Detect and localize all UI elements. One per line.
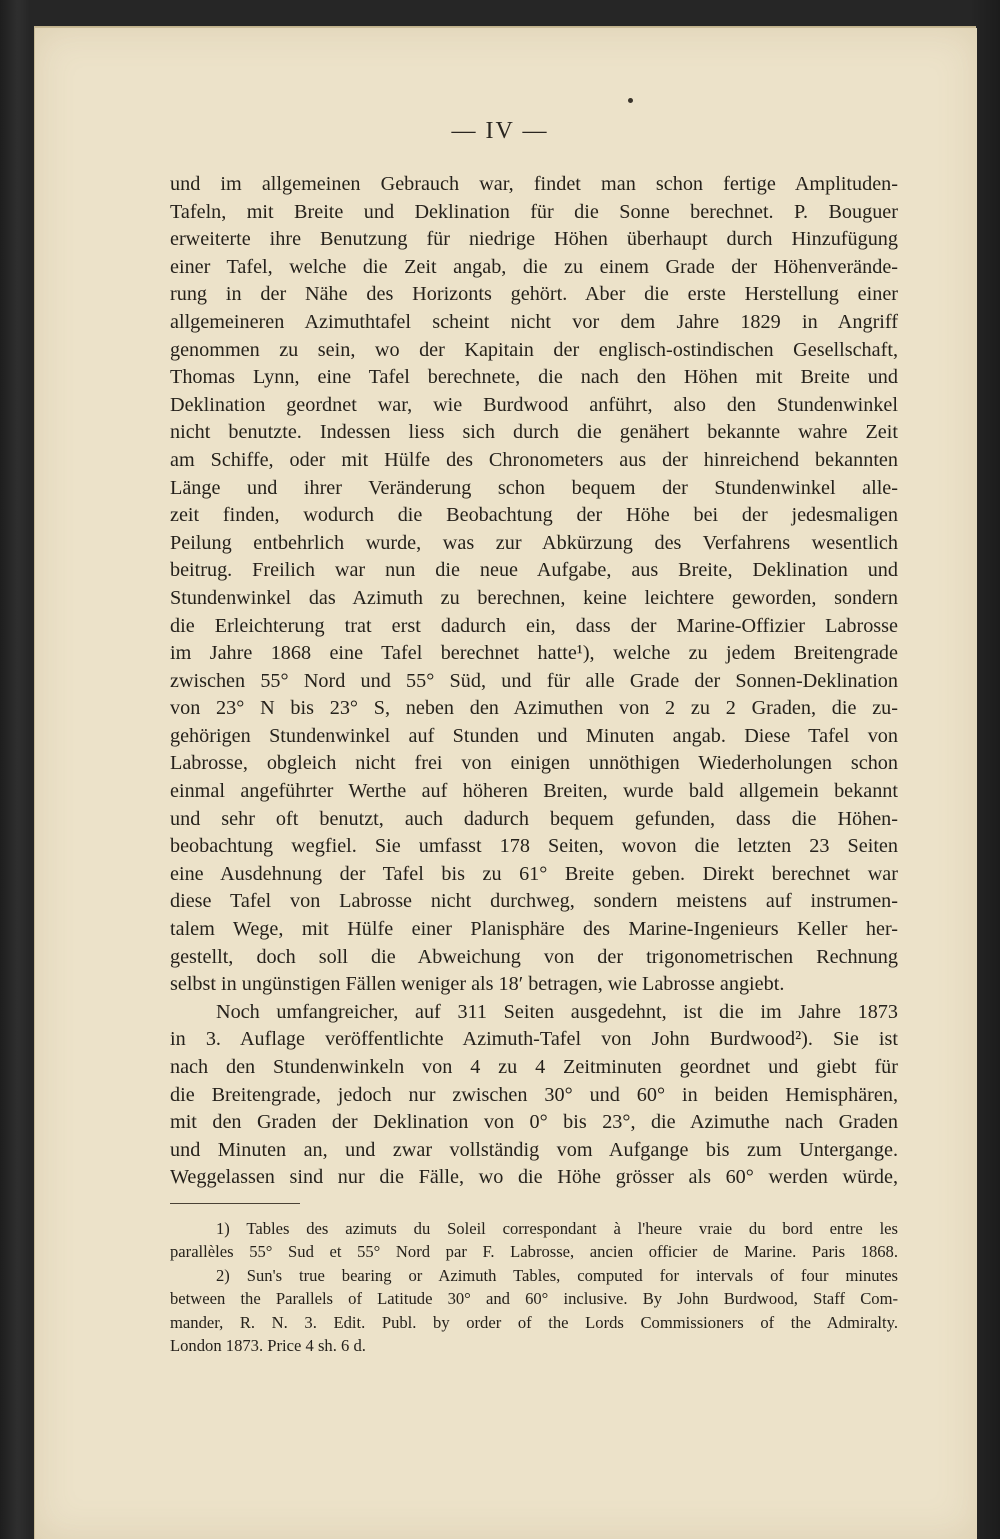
text-line: Deklination geordnet war, wie Burdwood anführt, also den Stundenwinkel xyxy=(170,393,898,416)
text-line: nach den Stundenwinkeln von 4 zu 4 Zeitminuten geordnet und giebt für xyxy=(170,1056,898,1078)
text-line: die Erleichterung trat erst dadurch ein, dass der Marine-Offizier Labrosse xyxy=(170,614,898,637)
text-line: einmal angeführter Werthe auf höheren Breiten, wurde bald allgemein bekannt xyxy=(170,780,898,803)
text-line: rung in der Nähe des Horizonts gehört. Aber die erste Herstellung einer xyxy=(170,283,898,306)
text-line: diese Tafel von Labrosse nicht durchweg, sondern meistens auf instrumen- xyxy=(170,890,898,913)
text-line: talem Wege, mit Hülfe einer Planisphäre des Marine-Ingenieurs Keller her- xyxy=(170,918,898,941)
footnotes xyxy=(170,1217,898,1357)
text-line: Länge und ihrer Veränderung schon bequem der Stundenwinkel alle- xyxy=(170,476,898,499)
text-line: eine Ausdehnung der Tafel bis zu 61° Breite geben. Direkt berechnet war xyxy=(170,862,898,885)
text-line: die Breitengrade, jedoch nur zwischen 30° und 60° in beiden Hemisphären, xyxy=(170,1083,898,1106)
text-line: beitrug. Freilich war nun die neue Aufgabe, aus Breite, Deklination und xyxy=(170,559,898,582)
page-number: — IV — xyxy=(451,118,549,144)
text-line: in 3. Auflage veröffentlichte Azimuth-Tafel von John Burdwood²). Sie ist xyxy=(170,1028,898,1051)
text-line: im Jahre 1868 eine Tafel berechnet hatte¹), welche zu jedem Breitengrade xyxy=(170,642,898,665)
text-line: selbst in ungünstigen Fällen weniger als 18′ betragen, wie Labrosse angiebt. xyxy=(170,973,785,996)
text-line: allgemeineren Azimuthtafel scheint nicht vor dem Jahre 1829 in Angriff xyxy=(170,310,898,333)
text-line: und Minuten an, und zwar vollständig vom Aufgange bis zum Untergange. xyxy=(170,1138,898,1161)
text-line: am Schiffe, oder mit Hülfe des Chronometers aus der hinreichend bekannten xyxy=(170,448,898,471)
text-line: einer Tafel, welche die Zeit angab, die zu einem Grade der Höhenverände- xyxy=(170,255,898,278)
footnote-separator xyxy=(170,1203,300,1204)
text-line: von 23° N bis 23° S, neben den Azimuthen von 2 zu 2 Graden, die zu- xyxy=(170,697,898,720)
text-line: genommen zu sein, wo der Kapitain der englisch-ostindischen Gesellschaft, xyxy=(170,338,898,361)
footnote-line: parallèles 55° Sud et 55° Nord par F. Labrosse, ancien officier de Marine. Paris 1868. xyxy=(170,1242,898,1262)
main-text xyxy=(170,171,898,1192)
text-line: zwischen 55° Nord und 55° Süd, und für alle Grade der Sonnen-Deklination xyxy=(170,669,898,692)
footnote-line: 1) Tables des azimuts du Soleil correspondant à l'heure vraie du bord entre les xyxy=(216,1219,898,1238)
footnote-line: mander, R. N. 3. Edit. Publ. by order of the Lords Commissioners of the Admiralty. xyxy=(170,1312,898,1332)
text-line: Weggelassen sind nur die Fälle, wo die Höhe grösser als 60° werden würde, xyxy=(170,1166,898,1189)
text-line: beobachtung wegfiel. Sie umfasst 178 Seiten, wovon die letzten 23 Seiten xyxy=(170,835,898,858)
text-line: und sehr oft benutzt, auch dadurch bequem gefunden, dass die Höhen- xyxy=(170,807,898,830)
text-line: gehörigen Stundenwinkel auf Stunden und Minuten angab. Diese Tafel von xyxy=(170,724,898,747)
text-line: Peilung entbehrlich wurde, was zur Abkürzung des Verfahrens wesentlich xyxy=(170,531,898,554)
text-line: Stundenwinkel das Azimuth zu berechnen, keine leichtere geworden, sondern xyxy=(170,586,898,609)
text-line: Thomas Lynn, eine Tafel berechnete, die nach den Höhen mit Breite und xyxy=(170,366,898,389)
text-line: mit den Graden der Deklination von 0° bis 23°, die Azimuthe nach Graden xyxy=(170,1111,898,1134)
footnote-line: between the Parallels of Latitude 30° and 60° inclusive. By John Burdwood, Staff Com- xyxy=(170,1289,898,1309)
footnote-line: London 1873. Price 4 sh. 6 d. xyxy=(170,1335,366,1355)
text-line: Labrosse, obgleich nicht frei von einigen unnöthigen Wiederholungen schon xyxy=(170,752,898,775)
text-line: nicht benutzte. Indessen liess sich durch die genähert bekannte wahre Zeit xyxy=(170,421,898,444)
text-line: erweiterte ihre Benutzung für niedrige Höhen überhaupt durch Hinzufügung xyxy=(170,228,898,251)
text-line: Tafeln, mit Breite und Deklination für die Sonne berechnet. P. Bouguer xyxy=(170,200,898,223)
footnote-line: 2) Sun's true bearing or Azimuth Tables, computed for intervals of four minutes xyxy=(216,1265,898,1285)
text-line: zeit finden, wodurch die Beobachtung der Höhe bei der jedesmaligen xyxy=(170,504,898,527)
text-line: und im allgemeinen Gebrauch war, findet man schon fertige Amplituden- xyxy=(170,173,898,195)
text-line: gestellt, doch soll die Abweichung von der trigonometrischen Rechnung xyxy=(170,945,898,968)
text-line: Noch umfangreicher, auf 311 Seiten ausgedehnt, ist die im Jahre 1873 xyxy=(216,1000,898,1023)
ink-speck xyxy=(628,98,633,103)
